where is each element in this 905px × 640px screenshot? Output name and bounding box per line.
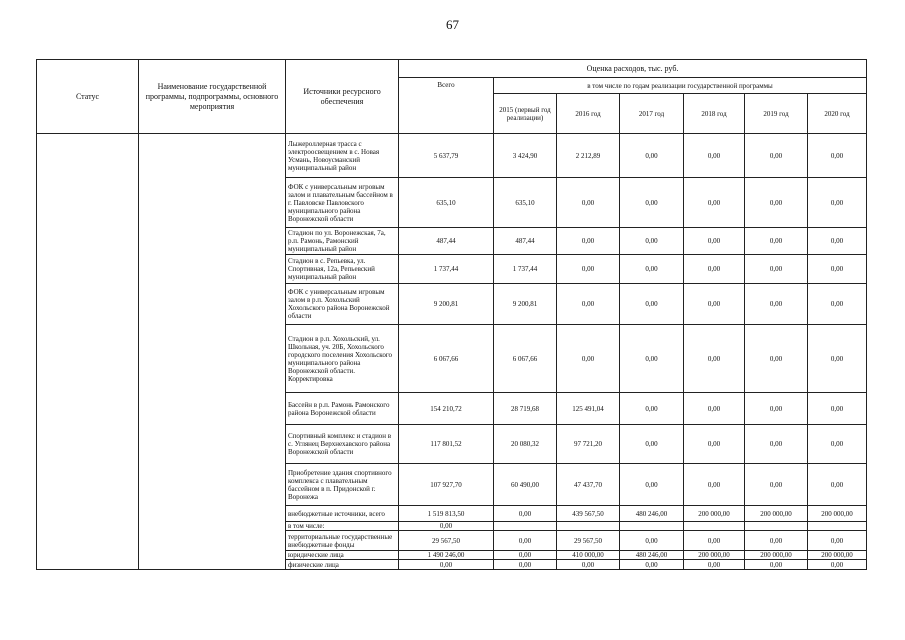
header-total: Всего bbox=[399, 78, 494, 134]
value-cell: 0,00 bbox=[620, 464, 684, 506]
value-cell: 0,00 bbox=[684, 284, 745, 325]
value-cell: 0,00 bbox=[745, 325, 808, 393]
value-cell: 200 000,00 bbox=[745, 551, 808, 560]
header-year-2018: 2018 год bbox=[684, 94, 745, 134]
header-year-2019: 2019 год bbox=[745, 94, 808, 134]
value-cell: 0,00 bbox=[684, 178, 745, 228]
value-cell: 0,00 bbox=[684, 134, 745, 178]
value-cell: 0,00 bbox=[808, 560, 867, 570]
value-cell: 0,00 bbox=[557, 228, 620, 255]
value-cell: 0,00 bbox=[620, 560, 684, 570]
value-cell: 0,00 bbox=[620, 393, 684, 425]
value-cell: 0,00 bbox=[684, 255, 745, 284]
value-cell: 5 637,79 bbox=[399, 134, 494, 178]
value-cell: 0,00 bbox=[620, 178, 684, 228]
source-cell: Спортивный комплекс и стадион в с. Углянец Верхнехавского района Воронежской области bbox=[286, 425, 399, 464]
value-cell: 480 246,00 bbox=[620, 551, 684, 560]
value-cell bbox=[745, 522, 808, 531]
value-cell: 9 200,81 bbox=[494, 284, 557, 325]
value-cell: 0,00 bbox=[808, 178, 867, 228]
value-cell: 0,00 bbox=[494, 560, 557, 570]
header-year-2016: 2016 год bbox=[557, 94, 620, 134]
value-cell: 29 567,50 bbox=[399, 531, 494, 551]
header-year-2020: 2020 год bbox=[808, 94, 867, 134]
table-row bbox=[37, 134, 867, 178]
value-cell: 0,00 bbox=[745, 531, 808, 551]
value-cell: 0,00 bbox=[684, 228, 745, 255]
value-cell: 0,00 bbox=[557, 560, 620, 570]
value-cell bbox=[620, 522, 684, 531]
value-cell: 0,00 bbox=[808, 134, 867, 178]
source-cell: внебюджетные источники, всего bbox=[286, 506, 399, 522]
source-cell: ФОК с универсальным игровым залом и плавательным бассейном в г. Павловске Павловского муниципального района Воронежской области bbox=[286, 178, 399, 228]
value-cell bbox=[494, 522, 557, 531]
value-cell: 47 437,70 bbox=[557, 464, 620, 506]
source-cell: ФОК с универсальным игровым залом в р.п. Хохольский Хохольского района Воронежской области bbox=[286, 284, 399, 325]
value-cell: 0,00 bbox=[620, 255, 684, 284]
value-cell: 29 567,50 bbox=[557, 531, 620, 551]
value-cell: 200 000,00 bbox=[745, 506, 808, 522]
value-cell: 6 067,66 bbox=[399, 325, 494, 393]
value-cell: 1 519 813,50 bbox=[399, 506, 494, 522]
source-cell: Стадион по ул. Воронежская, 7а, р.п. Рамонь, Рамонский муниципальный район bbox=[286, 228, 399, 255]
status-cell bbox=[37, 134, 139, 570]
source-cell: физические лица bbox=[286, 560, 399, 570]
source-cell: в том числе: bbox=[286, 522, 399, 531]
value-cell: 0,00 bbox=[745, 178, 808, 228]
program-name-cell bbox=[139, 134, 286, 570]
value-cell bbox=[684, 522, 745, 531]
value-cell: 200 000,00 bbox=[684, 506, 745, 522]
value-cell: 1 737,44 bbox=[494, 255, 557, 284]
value-cell: 0,00 bbox=[808, 531, 867, 551]
value-cell: 0,00 bbox=[399, 522, 494, 531]
value-cell: 0,00 bbox=[620, 228, 684, 255]
page-number: 67 bbox=[446, 17, 459, 32]
value-cell: 28 719,68 bbox=[494, 393, 557, 425]
table-header bbox=[37, 60, 867, 134]
value-cell: 200 000,00 bbox=[808, 551, 867, 560]
value-cell: 0,00 bbox=[745, 134, 808, 178]
source-cell: юридические лица bbox=[286, 551, 399, 560]
value-cell: 0,00 bbox=[745, 228, 808, 255]
value-cell: 0,00 bbox=[745, 464, 808, 506]
value-cell: 0,00 bbox=[745, 560, 808, 570]
value-cell: 0,00 bbox=[557, 255, 620, 284]
value-cell: 0,00 bbox=[684, 531, 745, 551]
value-cell: 1 737,44 bbox=[399, 255, 494, 284]
value-cell: 0,00 bbox=[494, 551, 557, 560]
value-cell: 200 000,00 bbox=[684, 551, 745, 560]
value-cell bbox=[557, 522, 620, 531]
value-cell: 200 000,00 bbox=[808, 506, 867, 522]
value-cell: 97 721,20 bbox=[557, 425, 620, 464]
value-cell: 0,00 bbox=[399, 560, 494, 570]
value-cell: 487,44 bbox=[399, 228, 494, 255]
value-cell: 117 801,52 bbox=[399, 425, 494, 464]
header-status: Статус bbox=[37, 60, 139, 134]
value-cell: 439 567,50 bbox=[557, 506, 620, 522]
value-cell: 0,00 bbox=[684, 393, 745, 425]
value-cell: 635,10 bbox=[494, 178, 557, 228]
value-cell: 0,00 bbox=[808, 393, 867, 425]
value-cell: 0,00 bbox=[745, 284, 808, 325]
header-estimate: Оценка расходов, тыс. руб. bbox=[399, 60, 867, 78]
value-cell: 0,00 bbox=[557, 284, 620, 325]
value-cell: 0,00 bbox=[620, 325, 684, 393]
header-program-name: Наименование государственной программы, подпрограммы, основного мероприятия bbox=[139, 60, 286, 134]
header-year-2017: 2017 год bbox=[620, 94, 684, 134]
value-cell: 0,00 bbox=[745, 255, 808, 284]
value-cell: 0,00 bbox=[808, 464, 867, 506]
value-cell: 125 491,04 bbox=[557, 393, 620, 425]
value-cell: 0,00 bbox=[557, 325, 620, 393]
value-cell: 2 212,89 bbox=[557, 134, 620, 178]
source-cell: Стадион в р.п. Хохольский, ул. Школьная, уч. 20Б, Хохольского городского поселения Хохольского муниципального района Воронежской области. Корректировка bbox=[286, 325, 399, 393]
budget-table bbox=[36, 59, 867, 570]
value-cell: 480 246,00 bbox=[620, 506, 684, 522]
header-sources: Источники ресурсного обеспечения bbox=[286, 60, 399, 134]
source-cell: территориальные государственные внебюджетные фонды bbox=[286, 531, 399, 551]
value-cell: 0,00 bbox=[745, 425, 808, 464]
value-cell: 3 424,90 bbox=[494, 134, 557, 178]
table-body bbox=[37, 134, 867, 570]
value-cell: 0,00 bbox=[557, 178, 620, 228]
value-cell: 410 000,00 bbox=[557, 551, 620, 560]
value-cell: 6 067,66 bbox=[494, 325, 557, 393]
value-cell: 0,00 bbox=[808, 255, 867, 284]
value-cell: 0,00 bbox=[620, 425, 684, 464]
value-cell: 0,00 bbox=[620, 531, 684, 551]
value-cell: 487,44 bbox=[494, 228, 557, 255]
value-cell: 0,00 bbox=[494, 506, 557, 522]
value-cell: 0,00 bbox=[620, 284, 684, 325]
value-cell: 107 927,70 bbox=[399, 464, 494, 506]
value-cell bbox=[808, 522, 867, 531]
value-cell: 0,00 bbox=[494, 531, 557, 551]
header-year-2015: 2015 (первый год реализации) bbox=[494, 94, 557, 134]
value-cell: 0,00 bbox=[808, 325, 867, 393]
value-cell: 9 200,81 bbox=[399, 284, 494, 325]
source-cell: Приобретение здания спортивного комплекса с плавательным бассейном в п. Придонской г. Воронежа bbox=[286, 464, 399, 506]
value-cell: 0,00 bbox=[808, 228, 867, 255]
source-cell: Бассейн в р.п. Рамонь Рамонского района Воронежской области bbox=[286, 393, 399, 425]
value-cell: 1 490 246,00 bbox=[399, 551, 494, 560]
value-cell: 20 080,32 bbox=[494, 425, 557, 464]
value-cell: 0,00 bbox=[684, 560, 745, 570]
source-cell: Лыжероллерная трасса с электроосвещением в с. Новая Усмань, Новоусманский муниципальный район bbox=[286, 134, 399, 178]
value-cell: 60 490,00 bbox=[494, 464, 557, 506]
value-cell: 0,00 bbox=[808, 425, 867, 464]
value-cell: 0,00 bbox=[684, 464, 745, 506]
source-cell: Стадион в с. Репьевка, ул. Спортивная, 12а, Репьевский муниципальный район bbox=[286, 255, 399, 284]
value-cell: 0,00 bbox=[620, 134, 684, 178]
value-cell: 635,10 bbox=[399, 178, 494, 228]
header-by-years: в том числе по годам реализации государственной программы bbox=[494, 78, 867, 94]
value-cell: 0,00 bbox=[684, 425, 745, 464]
value-cell: 0,00 bbox=[808, 284, 867, 325]
value-cell: 0,00 bbox=[684, 325, 745, 393]
value-cell: 154 210,72 bbox=[399, 393, 494, 425]
value-cell: 0,00 bbox=[745, 393, 808, 425]
